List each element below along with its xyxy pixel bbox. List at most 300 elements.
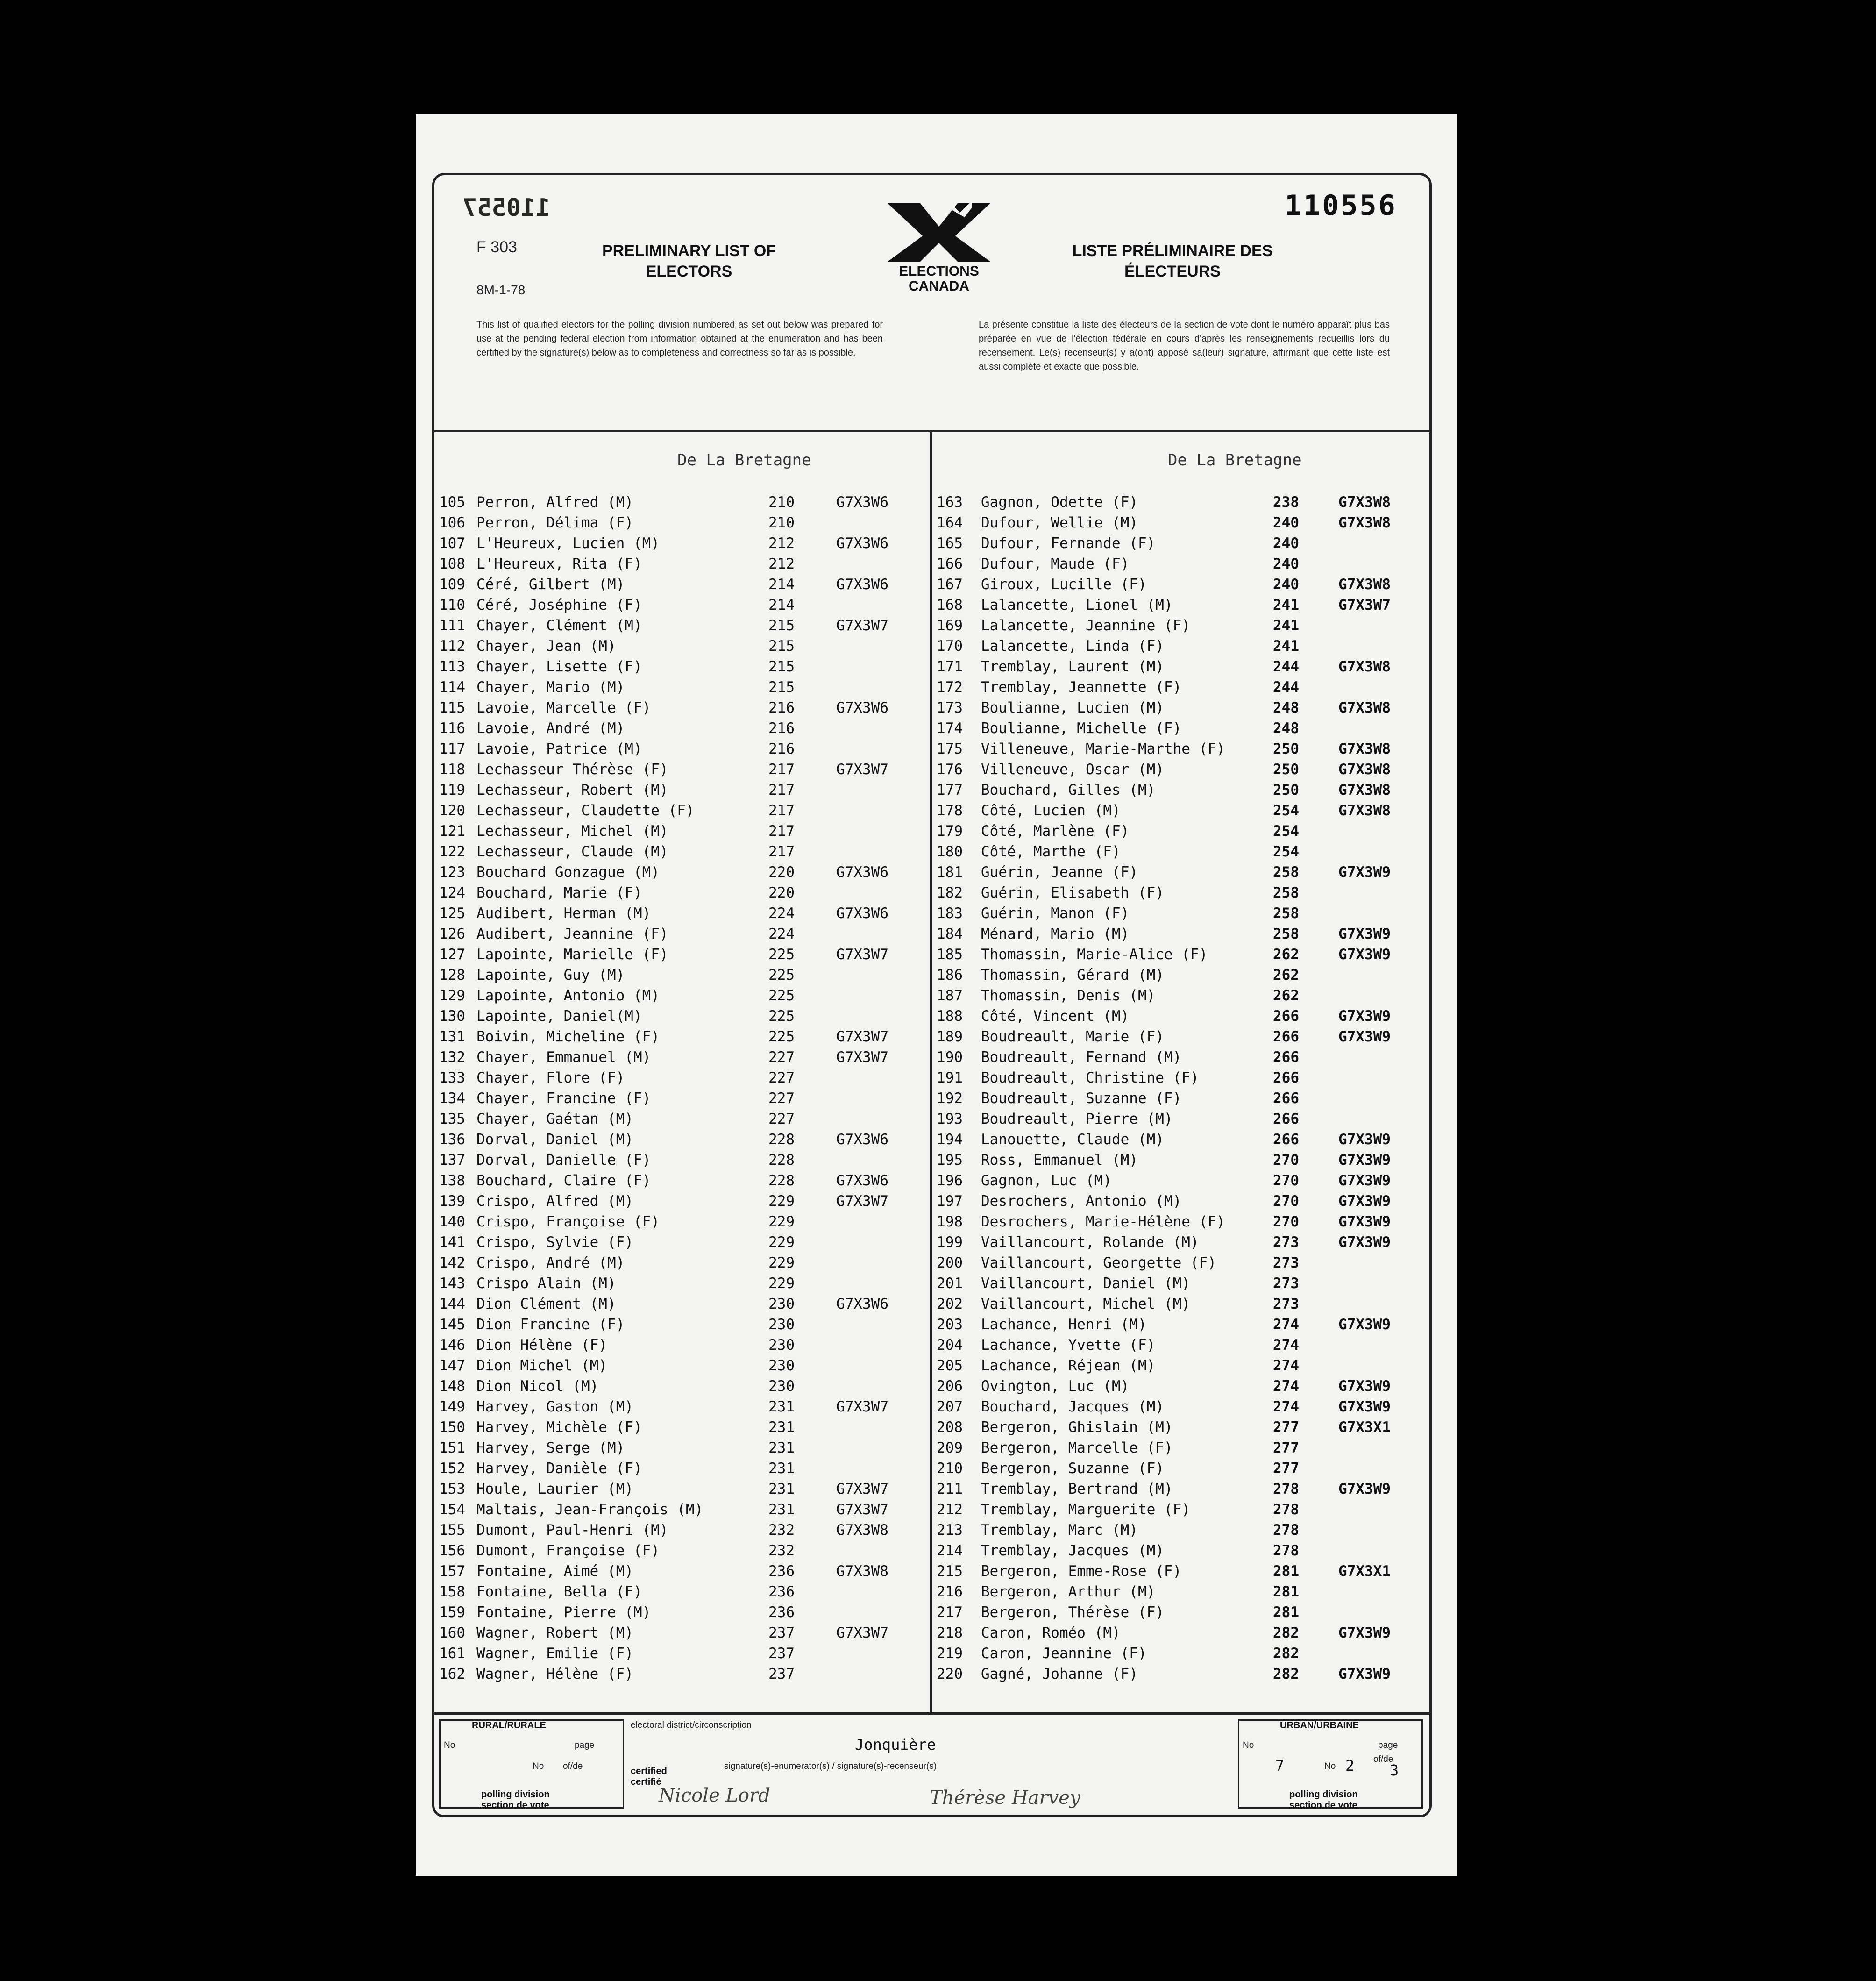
elector-name: Harvey, Danièle (F) [476, 1460, 642, 1477]
house-number: 274 [1273, 1316, 1299, 1333]
elector-row [434, 1623, 927, 1643]
elector-row [937, 1129, 1429, 1150]
house-number: 282 [1273, 1666, 1299, 1682]
elector-name: Wagner, Emilie (F) [476, 1645, 633, 1662]
elector-name: Maltais, Jean-François (M) [476, 1501, 704, 1518]
postal-code: G7X3W8 [1338, 514, 1391, 531]
house-number: 274 [1273, 1378, 1299, 1395]
elector-number: 116 [439, 720, 465, 737]
elector-name: Céré, Joséphine (F) [476, 597, 642, 613]
elector-row [937, 1643, 1429, 1664]
elector-row [434, 595, 927, 615]
elector-name: Fontaine, Aimé (M) [476, 1563, 633, 1580]
elector-row [434, 1109, 927, 1129]
house-number: 241 [1273, 638, 1299, 655]
elector-name: Gagnon, Luc (M) [981, 1172, 1112, 1189]
elector-name: Tremblay, Jeannette (F) [981, 679, 1182, 696]
elector-row [434, 1355, 927, 1376]
elector-name: Bouchard, Claire (F) [476, 1172, 651, 1189]
postal-code: G7X3W6 [836, 1296, 888, 1312]
elector-row [937, 1253, 1429, 1273]
elector-number: 161 [439, 1645, 465, 1662]
elector-row [937, 1417, 1429, 1438]
elector-number: 108 [439, 556, 465, 572]
elector-number: 196 [937, 1172, 963, 1189]
house-number: 215 [768, 617, 795, 634]
house-number: 274 [1273, 1357, 1299, 1374]
elector-row [937, 1232, 1429, 1253]
elector-name: Tremblay, Marguerite (F) [981, 1501, 1190, 1518]
postal-code: G7X3W9 [1338, 1378, 1391, 1395]
house-number: 250 [1273, 741, 1299, 757]
postal-code: G7X3W9 [1338, 1234, 1391, 1251]
elector-name: Dion Michel (M) [476, 1357, 607, 1374]
postal-code: G7X3W8 [1338, 741, 1391, 757]
elector-row [937, 1088, 1429, 1109]
elector-row [434, 1582, 927, 1602]
elector-number: 118 [439, 761, 465, 778]
elector-number: 154 [439, 1501, 465, 1518]
elector-name: Bouchard, Marie (F) [476, 884, 642, 901]
house-number: 277 [1273, 1419, 1299, 1436]
elector-row [937, 677, 1429, 698]
elector-number: 142 [439, 1254, 465, 1271]
elector-row [937, 1150, 1429, 1170]
elector-row [937, 739, 1429, 759]
house-number: 232 [768, 1522, 795, 1539]
elector-name: Lechasseur, Michel (M) [476, 823, 668, 840]
elector-number: 141 [439, 1234, 465, 1251]
elector-row [434, 1458, 927, 1479]
elector-row [434, 985, 927, 1006]
postal-code: G7X3W8 [836, 1563, 888, 1580]
elector-row [937, 656, 1429, 677]
house-number: 229 [768, 1213, 795, 1230]
postal-code: G7X3X1 [1338, 1563, 1391, 1580]
elector-name: Chayer, Gaétan (M) [476, 1111, 633, 1127]
house-number: 230 [768, 1357, 795, 1374]
elector-name: Crispo, André (M) [476, 1254, 625, 1271]
intro-text-french: La présente constitue la liste des électeurs de la section de vote dont le numéro apparaît plus bas préparée en vue de l'élection fédérale en cours d'après les renseignements recueillis lors du recensement. Le(s) recenseur(s) y a(ont) apposé sa(leur) signature, affirmant que cette liste est aussi complète et exacte que possible. [979, 320, 1390, 372]
house-number: 278 [1273, 1522, 1299, 1539]
elector-name: Bouchard, Jacques (M) [981, 1398, 1164, 1415]
elector-row [434, 533, 927, 554]
elector-name: Bergeron, Ghislain (M) [981, 1419, 1173, 1436]
serial-number: 110556 [1285, 189, 1397, 222]
elector-name: Boudreault, Suzanne (F) [981, 1090, 1182, 1107]
house-number: 266 [1273, 1028, 1299, 1045]
elector-name: Côté, Marthe (F) [981, 843, 1121, 860]
house-number: 248 [1273, 699, 1299, 716]
elector-number: 212 [937, 1501, 963, 1518]
house-number: 231 [768, 1398, 795, 1415]
elector-number: 123 [439, 864, 465, 881]
urban-polling-number: 7 [1275, 1757, 1285, 1774]
elector-name: Chayer, Emmanuel (M) [476, 1049, 651, 1066]
house-number: 273 [1273, 1234, 1299, 1251]
house-number: 236 [768, 1604, 795, 1621]
elector-row [434, 1150, 927, 1170]
elector-number: 117 [439, 741, 465, 757]
elector-name: Giroux, Lucille (F) [981, 576, 1147, 593]
house-number: 230 [768, 1296, 795, 1312]
house-number: 227 [768, 1090, 795, 1107]
elector-row [937, 780, 1429, 800]
elector-row [937, 1355, 1429, 1376]
elector-name: Lachance, Henri (M) [981, 1316, 1147, 1333]
certified-label: certified [631, 1766, 667, 1776]
elector-number: 139 [439, 1193, 465, 1210]
elector-name: Dufour, Maude (F) [981, 556, 1130, 572]
elector-name: Lechasseur, Robert (M) [476, 782, 668, 798]
elector-row [937, 1458, 1429, 1479]
elector-row [937, 944, 1429, 965]
elector-name: Crispo Alain (M) [476, 1275, 616, 1292]
elector-name: Dumont, Paul-Henri (M) [476, 1522, 668, 1539]
house-number: 244 [1273, 679, 1299, 696]
elector-number: 130 [439, 1008, 465, 1025]
elector-name: Guérin, Elisabeth (F) [981, 884, 1164, 901]
elector-number: 176 [937, 761, 963, 778]
elector-number: 215 [937, 1563, 963, 1580]
elector-name: Vaillancourt, Georgette (F) [981, 1254, 1216, 1271]
elector-name: Vaillancourt, Rolande (M) [981, 1234, 1199, 1251]
elector-name: Harvey, Serge (M) [476, 1439, 625, 1456]
elector-name: Chayer, Mario (M) [476, 679, 625, 696]
elector-name: Crispo, Sylvie (F) [476, 1234, 633, 1251]
rural-polling-division-label: polling division [481, 1789, 550, 1800]
house-number: 214 [768, 576, 795, 593]
elector-row [937, 1170, 1429, 1191]
house-number: 266 [1273, 1049, 1299, 1066]
house-number: 282 [1273, 1645, 1299, 1662]
house-number: 229 [768, 1275, 795, 1292]
elector-number: 194 [937, 1131, 963, 1148]
rural-section-de-vote-label: section de vote [481, 1800, 549, 1810]
elector-row [937, 1047, 1429, 1068]
elector-number: 169 [937, 617, 963, 634]
enumerator-signature-2: Thérèse Harvey [930, 1787, 1080, 1809]
house-number: 224 [768, 905, 795, 922]
house-number: 266 [1273, 1069, 1299, 1086]
elector-number: 199 [937, 1234, 963, 1251]
elector-name: Vaillancourt, Daniel (M) [981, 1275, 1190, 1292]
elector-name: Céré, Gilbert (M) [476, 576, 625, 593]
elector-row [434, 1088, 927, 1109]
house-number: 217 [768, 761, 795, 778]
house-number: 217 [768, 843, 795, 860]
elector-name: Thomassin, Marie-Alice (F) [981, 946, 1208, 963]
logo-line-1: ELECTIONS [899, 264, 979, 279]
elector-row [434, 1170, 927, 1191]
elector-row [937, 1582, 1429, 1602]
elector-number: 110 [439, 597, 465, 613]
house-number: 254 [1273, 802, 1299, 819]
house-number: 231 [768, 1419, 795, 1436]
house-number: 266 [1273, 1008, 1299, 1025]
elector-number: 217 [937, 1604, 963, 1621]
house-number: 241 [1273, 597, 1299, 613]
elector-number: 193 [937, 1111, 963, 1127]
elector-name: Lavoie, Patrice (M) [476, 741, 642, 757]
house-number: 277 [1273, 1439, 1299, 1456]
elector-row [434, 1006, 927, 1026]
elector-row [434, 1068, 927, 1088]
postal-code: G7X3W7 [836, 1501, 888, 1518]
elector-name: Perron, Délima (F) [476, 514, 633, 531]
elector-row [937, 1026, 1429, 1047]
elector-number: 216 [937, 1583, 963, 1600]
postal-code: G7X3W9 [1338, 1213, 1391, 1230]
house-number: 225 [768, 1008, 795, 1025]
house-number: 225 [768, 946, 795, 963]
elector-name: Lapointe, Daniel(M) [476, 1008, 642, 1025]
elector-number: 158 [439, 1583, 465, 1600]
elector-row [937, 1314, 1429, 1335]
elector-name: Villeneuve, Oscar (M) [981, 761, 1164, 778]
elector-number: 132 [439, 1049, 465, 1066]
elector-row [434, 944, 927, 965]
elector-name: Caron, Roméo (M) [981, 1625, 1121, 1641]
house-number: 266 [1273, 1090, 1299, 1107]
house-number: 258 [1273, 905, 1299, 922]
house-number: 225 [768, 967, 795, 983]
elector-number: 151 [439, 1439, 465, 1456]
postal-code: G7X3W9 [1338, 1193, 1391, 1210]
house-number: 254 [1273, 823, 1299, 840]
postal-code: G7X3W7 [836, 1028, 888, 1045]
elector-name: L'Heureux, Lucien (M) [476, 535, 660, 552]
elector-number: 127 [439, 946, 465, 963]
elector-number: 192 [937, 1090, 963, 1107]
house-number: 273 [1273, 1296, 1299, 1312]
elector-name: Chayer, Francine (F) [476, 1090, 651, 1107]
elector-row [434, 1602, 927, 1623]
elector-number: 175 [937, 741, 963, 757]
elector-row [937, 841, 1429, 862]
house-number: 236 [768, 1583, 795, 1600]
elector-number: 188 [937, 1008, 963, 1025]
elector-row [937, 1479, 1429, 1499]
elector-name: Boudreault, Fernand (M) [981, 1049, 1182, 1066]
house-number: 248 [1273, 720, 1299, 737]
elector-row [434, 883, 927, 903]
house-number: 231 [768, 1481, 795, 1497]
elector-name: Boivin, Micheline (F) [476, 1028, 660, 1045]
enumerator-signature-1: Nicole Lord [659, 1785, 770, 1806]
elector-number: 170 [937, 638, 963, 655]
postal-code: G7X3W7 [836, 946, 888, 963]
elector-name: Côté, Vincent (M) [981, 1008, 1130, 1025]
elector-name: Harvey, Michèle (F) [476, 1419, 642, 1436]
elector-list-area [434, 432, 1429, 1712]
elector-number: 126 [439, 926, 465, 942]
postal-code: G7X3W9 [1338, 1398, 1391, 1415]
elector-name: Guérin, Manon (F) [981, 905, 1130, 922]
elector-number: 197 [937, 1193, 963, 1210]
urban-label: URBAN/URBAINE [1280, 1720, 1359, 1731]
elector-row [937, 1623, 1429, 1643]
house-number: 217 [768, 802, 795, 819]
postal-code: G7X3W7 [836, 617, 888, 634]
elector-row [937, 533, 1429, 554]
elector-name: Lechasseur, Claude (M) [476, 843, 668, 860]
elector-number: 210 [937, 1460, 963, 1477]
elector-name: Bergeron, Arthur (M) [981, 1583, 1156, 1600]
elector-row [434, 1520, 927, 1540]
elector-number: 211 [937, 1481, 963, 1497]
house-number: 277 [1273, 1460, 1299, 1477]
elector-name: Lavoie, André (M) [476, 720, 625, 737]
urban-section-de-vote-label: section de vote [1289, 1800, 1357, 1810]
elector-row [434, 862, 927, 883]
certifie-label: certifié [631, 1777, 661, 1787]
house-number: 281 [1273, 1604, 1299, 1621]
house-number: 238 [1273, 494, 1299, 511]
elector-number: 163 [937, 494, 963, 511]
elector-number: 124 [439, 884, 465, 901]
elector-number: 220 [937, 1666, 963, 1682]
elector-row [937, 903, 1429, 924]
elector-name: Wagner, Hélène (F) [476, 1666, 633, 1682]
elector-number: 128 [439, 967, 465, 983]
elector-name: Harvey, Gaston (M) [476, 1398, 633, 1415]
elector-row [937, 1376, 1429, 1397]
elector-name: Bouchard, Gilles (M) [981, 782, 1156, 798]
elector-name: Dorval, Daniel (M) [476, 1131, 633, 1148]
elector-name: Boulianne, Lucien (M) [981, 699, 1164, 716]
postal-code: G7X3W6 [836, 494, 888, 511]
elector-number: 173 [937, 699, 963, 716]
elector-name: Boudreault, Marie (F) [981, 1028, 1164, 1045]
elector-number: 204 [937, 1337, 963, 1354]
title-french: LISTE PRÉLIMINAIRE DES ÉLECTEURS [1072, 242, 1273, 280]
house-number: 274 [1273, 1337, 1299, 1354]
elector-name: Desrochers, Antonio (M) [981, 1193, 1182, 1210]
house-number: 274 [1273, 1398, 1299, 1415]
house-number: 262 [1273, 946, 1299, 963]
elector-number: 200 [937, 1254, 963, 1271]
elector-name: Lalancette, Jeannine (F) [981, 617, 1190, 634]
elector-row [434, 492, 927, 513]
elector-number: 140 [439, 1213, 465, 1230]
urban-of-label: of/de [1373, 1754, 1393, 1764]
elector-row [937, 1273, 1429, 1294]
elector-name: Tremblay, Jacques (M) [981, 1542, 1164, 1559]
elector-number: 205 [937, 1357, 963, 1374]
elector-row [937, 1664, 1429, 1684]
elector-number: 150 [439, 1419, 465, 1436]
elector-number: 120 [439, 802, 465, 819]
elector-number: 112 [439, 638, 465, 655]
elector-row [434, 1335, 927, 1355]
elector-name: Chayer, Lisette (F) [476, 658, 642, 675]
form-number: F 303 [476, 238, 517, 256]
house-number: 229 [768, 1234, 795, 1251]
elector-row [937, 1211, 1429, 1232]
elector-number: 134 [439, 1090, 465, 1107]
elector-name: L'Heureux, Rita (F) [476, 556, 642, 572]
elector-row [434, 1664, 927, 1684]
house-number: 229 [768, 1254, 795, 1271]
rural-label: RURAL/RURALE [472, 1720, 546, 1731]
elector-number: 186 [937, 967, 963, 983]
house-number: 220 [768, 864, 795, 881]
house-number: 237 [768, 1625, 795, 1641]
house-number: 230 [768, 1337, 795, 1354]
elector-row [937, 1068, 1429, 1088]
elector-number: 209 [937, 1439, 963, 1456]
house-number: 241 [1273, 617, 1299, 634]
logo-line-2: CANADA [909, 278, 969, 294]
postal-code: G7X3W6 [836, 576, 888, 593]
elector-number: 105 [439, 494, 465, 511]
elector-name: Crispo, Françoise (F) [476, 1213, 660, 1230]
postal-code: G7X3W8 [1338, 699, 1391, 716]
postal-code: G7X3W7 [1338, 597, 1391, 613]
elector-name: Côté, Lucien (M) [981, 802, 1121, 819]
elector-number: 218 [937, 1625, 963, 1641]
mirrored-serial-number: 110557 [462, 194, 550, 222]
elector-number: 147 [439, 1357, 465, 1374]
postal-code: G7X3W9 [1338, 1625, 1391, 1641]
elector-number: 107 [439, 535, 465, 552]
postal-code: G7X3W6 [836, 864, 888, 881]
elector-name: Vaillancourt, Michel (M) [981, 1296, 1190, 1312]
elector-number: 119 [439, 782, 465, 798]
elector-row [434, 1438, 927, 1458]
postal-code: G7X3W7 [836, 1481, 888, 1497]
house-number: 228 [768, 1172, 795, 1189]
postal-code: G7X3W8 [1338, 658, 1391, 675]
elector-number: 137 [439, 1152, 465, 1169]
elector-row [434, 821, 927, 841]
house-number: 216 [768, 741, 795, 757]
urban-page-label: page [1378, 1740, 1398, 1750]
postal-code: G7X3W6 [836, 1172, 888, 1189]
elector-row [937, 1561, 1429, 1582]
elector-number: 180 [937, 843, 963, 860]
house-number: 231 [768, 1460, 795, 1477]
urban-page-total: 3 [1390, 1761, 1399, 1779]
elector-row [937, 759, 1429, 780]
elector-row [434, 1499, 927, 1520]
elector-number: 122 [439, 843, 465, 860]
house-number: 270 [1273, 1193, 1299, 1210]
elector-row [937, 574, 1429, 595]
elector-number: 143 [439, 1275, 465, 1292]
postal-code: G7X3W9 [1338, 946, 1391, 963]
elector-number: 190 [937, 1049, 963, 1066]
house-number: 231 [768, 1439, 795, 1456]
elector-list-right [937, 492, 1429, 1684]
elector-name: Dorval, Danielle (F) [476, 1152, 651, 1169]
elector-number: 201 [937, 1275, 963, 1292]
elector-number: 131 [439, 1028, 465, 1045]
rural-page-no-label: No [533, 1761, 544, 1771]
house-number: 266 [1273, 1131, 1299, 1148]
elector-name: Lavoie, Marcelle (F) [476, 699, 651, 716]
elector-name: Chayer, Flore (F) [476, 1069, 625, 1086]
house-number: 215 [768, 658, 795, 675]
postal-code: G7X3W7 [836, 1625, 888, 1641]
elector-number: 179 [937, 823, 963, 840]
title-english: PRELIMINARY LIST OF ELECTORS [602, 242, 776, 280]
elector-name: Villeneuve, Marie-Marthe (F) [981, 741, 1225, 757]
elector-name: Thomassin, Gérard (M) [981, 967, 1164, 983]
house-number: 231 [768, 1501, 795, 1518]
urban-page-no-label: No [1324, 1761, 1336, 1771]
